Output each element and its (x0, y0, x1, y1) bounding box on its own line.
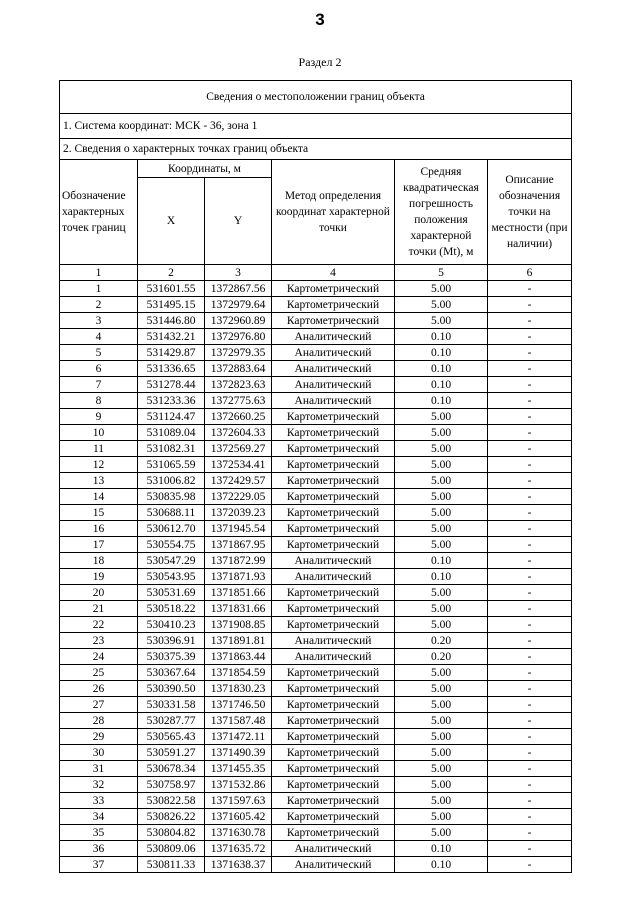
error-cell: 5.00 (395, 585, 488, 601)
coord-x-cell: 530554.75 (138, 537, 205, 553)
error-cell: 0.10 (395, 857, 488, 873)
coord-y-cell: 1372883.64 (205, 361, 272, 377)
coord-x-cell: 530367.64 (138, 665, 205, 681)
point-number-cell: 33 (60, 793, 138, 809)
description-cell: - (488, 377, 572, 393)
error-cell: 5.00 (395, 473, 488, 489)
table-row (60, 697, 572, 713)
method-cell: Картометрический (272, 761, 395, 777)
description-cell: - (488, 697, 572, 713)
header-method: Метод определения координат характерной точки (272, 160, 395, 265)
coord-x-cell: 531278.44 (138, 377, 205, 393)
table-row (60, 537, 572, 553)
method-cell: Картометрический (272, 697, 395, 713)
method-cell: Картометрический (272, 745, 395, 761)
coord-x-cell: 531495.15 (138, 297, 205, 313)
boundary-points-table (59, 80, 572, 873)
table-row (60, 729, 572, 745)
point-number-cell: 36 (60, 841, 138, 857)
method-cell: Картометрический (272, 521, 395, 537)
description-cell: - (488, 457, 572, 473)
column-number: 1 (60, 265, 138, 281)
coord-x-cell: 530543.95 (138, 569, 205, 585)
coord-y-cell: 1372660.25 (205, 409, 272, 425)
description-cell: - (488, 633, 572, 649)
header-x: X (138, 178, 205, 265)
table-row (60, 553, 572, 569)
coord-x-cell: 530678.34 (138, 761, 205, 777)
method-cell: Аналитический (272, 649, 395, 665)
points-heading: 2. Сведения о характерных точках границ объекта (60, 139, 572, 160)
table-row (60, 329, 572, 345)
point-number-cell: 29 (60, 729, 138, 745)
point-number-cell: 37 (60, 857, 138, 873)
coord-y-cell: 1371587.48 (205, 713, 272, 729)
coord-y-cell: 1371455.35 (205, 761, 272, 777)
table-row (60, 489, 572, 505)
coord-y-cell: 1371490.39 (205, 745, 272, 761)
coord-x-cell: 531006.82 (138, 473, 205, 489)
coord-x-cell: 531065.59 (138, 457, 205, 473)
method-cell: Картометрический (272, 425, 395, 441)
point-number-cell: 20 (60, 585, 138, 601)
coord-x-cell: 531124.47 (138, 409, 205, 425)
column-number: 2 (138, 265, 205, 281)
header-error: Средняя квадратическая погрешность положения характерной точки (Mt), м (395, 160, 488, 265)
description-cell: - (488, 329, 572, 345)
description-cell: - (488, 809, 572, 825)
error-cell: 0.10 (395, 377, 488, 393)
table-row (60, 297, 572, 313)
column-number: 5 (395, 265, 488, 281)
description-cell: - (488, 793, 572, 809)
coord-y-cell: 1372979.35 (205, 345, 272, 361)
coord-x-cell: 530331.58 (138, 697, 205, 713)
coord-y-cell: 1371605.42 (205, 809, 272, 825)
description-cell: - (488, 825, 572, 841)
point-number-cell: 17 (60, 537, 138, 553)
table-title: Сведения о местоположении границ объекта (60, 81, 572, 114)
error-cell: 5.00 (395, 441, 488, 457)
table-row (60, 665, 572, 681)
coord-y-cell: 1371871.93 (205, 569, 272, 585)
table-row (60, 425, 572, 441)
table-row (60, 857, 572, 873)
coord-y-cell: 1371872.99 (205, 553, 272, 569)
description-cell: - (488, 745, 572, 761)
coord-y-cell: 1371891.81 (205, 633, 272, 649)
coord-x-cell: 530565.43 (138, 729, 205, 745)
point-number-cell: 16 (60, 521, 138, 537)
method-cell: Аналитический (272, 841, 395, 857)
error-cell: 5.00 (395, 521, 488, 537)
error-cell: 0.20 (395, 649, 488, 665)
coord-x-cell: 531432.21 (138, 329, 205, 345)
coord-y-cell: 1372979.64 (205, 297, 272, 313)
point-number-cell: 12 (60, 457, 138, 473)
point-number-cell: 4 (60, 329, 138, 345)
table-row (60, 457, 572, 473)
error-cell: 0.10 (395, 345, 488, 361)
method-cell: Картометрический (272, 601, 395, 617)
point-number-cell: 19 (60, 569, 138, 585)
method-cell: Аналитический (272, 393, 395, 409)
point-number-cell: 10 (60, 425, 138, 441)
coord-x-cell: 530822.58 (138, 793, 205, 809)
point-number-cell: 2 (60, 297, 138, 313)
error-cell: 5.00 (395, 505, 488, 521)
point-number-cell: 30 (60, 745, 138, 761)
error-cell: 5.00 (395, 537, 488, 553)
column-number: 4 (272, 265, 395, 281)
error-cell: 5.00 (395, 761, 488, 777)
coord-y-cell: 1371472.11 (205, 729, 272, 745)
error-cell: 5.00 (395, 297, 488, 313)
coord-x-cell: 530835.98 (138, 489, 205, 505)
point-number-cell: 1 (60, 281, 138, 297)
table-row (60, 281, 572, 297)
description-cell: - (488, 569, 572, 585)
table-row (60, 809, 572, 825)
header-coordinates: Координаты, м (138, 160, 272, 178)
description-cell: - (488, 425, 572, 441)
method-cell: Картометрический (272, 489, 395, 505)
point-number-cell: 35 (60, 825, 138, 841)
error-cell: 0.10 (395, 569, 488, 585)
error-cell: 5.00 (395, 617, 488, 633)
method-cell: Аналитический (272, 553, 395, 569)
header-y: Y (205, 178, 272, 265)
column-number-row (60, 265, 572, 281)
description-cell: - (488, 617, 572, 633)
coord-y-cell: 1371630.78 (205, 825, 272, 841)
coord-x-cell: 531089.04 (138, 425, 205, 441)
method-cell: Аналитический (272, 569, 395, 585)
coord-x-cell: 530591.27 (138, 745, 205, 761)
table-row (60, 745, 572, 761)
method-cell: Аналитический (272, 633, 395, 649)
point-number-cell: 28 (60, 713, 138, 729)
coord-x-cell: 530518.22 (138, 601, 205, 617)
table-row (60, 377, 572, 393)
point-number-cell: 11 (60, 441, 138, 457)
coord-y-cell: 1371908.85 (205, 617, 272, 633)
coord-x-cell: 531336.65 (138, 361, 205, 377)
description-cell: - (488, 601, 572, 617)
description-cell: - (488, 281, 572, 297)
coord-y-cell: 1371635.72 (205, 841, 272, 857)
coord-x-cell: 530809.06 (138, 841, 205, 857)
coord-y-cell: 1371746.50 (205, 697, 272, 713)
point-number-cell: 22 (60, 617, 138, 633)
point-number-cell: 25 (60, 665, 138, 681)
error-cell: 5.00 (395, 409, 488, 425)
description-cell: - (488, 729, 572, 745)
error-cell: 5.00 (395, 809, 488, 825)
page-number: 3 (315, 10, 325, 29)
table-row (60, 601, 572, 617)
coord-x-cell: 530396.91 (138, 633, 205, 649)
error-cell: 0.20 (395, 633, 488, 649)
coord-x-cell: 531082.31 (138, 441, 205, 457)
coord-x-cell: 530612.70 (138, 521, 205, 537)
coord-y-cell: 1371597.63 (205, 793, 272, 809)
method-cell: Картометрический (272, 585, 395, 601)
description-cell: - (488, 857, 572, 873)
description-cell: - (488, 553, 572, 569)
point-number-cell: 6 (60, 361, 138, 377)
method-cell: Картометрический (272, 777, 395, 793)
table-row (60, 633, 572, 649)
error-cell: 5.00 (395, 601, 488, 617)
point-number-cell: 15 (60, 505, 138, 521)
coord-y-cell: 1372976.80 (205, 329, 272, 345)
coord-x-cell: 530804.82 (138, 825, 205, 841)
coord-x-cell: 530688.11 (138, 505, 205, 521)
description-cell: - (488, 777, 572, 793)
coord-x-cell: 531429.87 (138, 345, 205, 361)
error-cell: 0.10 (395, 361, 488, 377)
table-row (60, 569, 572, 585)
coord-y-cell: 1372775.63 (205, 393, 272, 409)
method-cell: Аналитический (272, 857, 395, 873)
coord-y-cell: 1371831.66 (205, 601, 272, 617)
point-number-cell: 21 (60, 601, 138, 617)
method-cell: Картометрический (272, 281, 395, 297)
table-row (60, 473, 572, 489)
coord-x-cell: 531601.55 (138, 281, 205, 297)
table-row (60, 681, 572, 697)
description-cell: - (488, 761, 572, 777)
error-cell: 5.00 (395, 825, 488, 841)
table-row (60, 313, 572, 329)
table-row (60, 649, 572, 665)
table-row (60, 793, 572, 809)
coord-y-cell: 1371638.37 (205, 857, 272, 873)
error-cell: 5.00 (395, 313, 488, 329)
error-cell: 5.00 (395, 681, 488, 697)
coordinate-system: 1. Система координат: МСК - 36, зона 1 (60, 114, 572, 139)
table-row (60, 617, 572, 633)
coord-y-cell: 1371851.66 (205, 585, 272, 601)
error-cell: 0.10 (395, 393, 488, 409)
coord-x-cell: 530375.39 (138, 649, 205, 665)
point-number-cell: 26 (60, 681, 138, 697)
description-cell: - (488, 489, 572, 505)
coord-y-cell: 1371532.86 (205, 777, 272, 793)
method-cell: Аналитический (272, 345, 395, 361)
error-cell: 5.00 (395, 489, 488, 505)
coord-y-cell: 1372039.23 (205, 505, 272, 521)
method-cell: Аналитический (272, 377, 395, 393)
header-description: Описание обозначения точки на местности (при наличии) (488, 160, 572, 265)
coord-y-cell: 1372569.27 (205, 441, 272, 457)
table-row (60, 505, 572, 521)
table-row (60, 361, 572, 377)
table-row (60, 713, 572, 729)
method-cell: Картометрический (272, 729, 395, 745)
method-cell: Картометрический (272, 297, 395, 313)
error-cell: 5.00 (395, 425, 488, 441)
error-cell: 0.10 (395, 553, 488, 569)
point-number-cell: 9 (60, 409, 138, 425)
description-cell: - (488, 681, 572, 697)
coord-y-cell: 1372534.41 (205, 457, 272, 473)
point-number-cell: 27 (60, 697, 138, 713)
table-row (60, 761, 572, 777)
header-point-designation: Обозначение характерных точек границ (60, 160, 138, 265)
coord-x-cell: 530531.69 (138, 585, 205, 601)
coord-x-cell: 530390.50 (138, 681, 205, 697)
method-cell: Картометрический (272, 313, 395, 329)
table-row (60, 585, 572, 601)
method-cell: Картометрический (272, 665, 395, 681)
method-cell: Картометрический (272, 809, 395, 825)
table-row (60, 825, 572, 841)
method-cell: Картометрический (272, 505, 395, 521)
description-cell: - (488, 713, 572, 729)
table-row (60, 409, 572, 425)
method-cell: Картометрический (272, 793, 395, 809)
description-cell: - (488, 409, 572, 425)
error-cell: 5.00 (395, 793, 488, 809)
coord-y-cell: 1371945.54 (205, 521, 272, 537)
table-row (60, 777, 572, 793)
point-number-cell: 23 (60, 633, 138, 649)
coord-x-cell: 530547.29 (138, 553, 205, 569)
coord-y-cell: 1372867.56 (205, 281, 272, 297)
description-cell: - (488, 521, 572, 537)
point-number-cell: 24 (60, 649, 138, 665)
column-number: 3 (205, 265, 272, 281)
method-cell: Аналитический (272, 329, 395, 345)
coord-y-cell: 1372229.05 (205, 489, 272, 505)
description-cell: - (488, 393, 572, 409)
point-number-cell: 14 (60, 489, 138, 505)
method-cell: Картометрический (272, 473, 395, 489)
description-cell: - (488, 505, 572, 521)
coord-x-cell: 530758.97 (138, 777, 205, 793)
description-cell: - (488, 473, 572, 489)
point-number-cell: 7 (60, 377, 138, 393)
error-cell: 5.00 (395, 745, 488, 761)
error-cell: 5.00 (395, 713, 488, 729)
coord-x-cell: 531233.36 (138, 393, 205, 409)
table-row (60, 441, 572, 457)
point-number-cell: 5 (60, 345, 138, 361)
coord-x-cell: 530826.22 (138, 809, 205, 825)
description-cell: - (488, 649, 572, 665)
coord-y-cell: 1371830.23 (205, 681, 272, 697)
table-row (60, 841, 572, 857)
coord-x-cell: 531446.80 (138, 313, 205, 329)
error-cell: 0.10 (395, 841, 488, 857)
table-row (60, 345, 572, 361)
coord-y-cell: 1372823.63 (205, 377, 272, 393)
coord-x-cell: 530410.23 (138, 617, 205, 633)
point-number-cell: 34 (60, 809, 138, 825)
description-cell: - (488, 537, 572, 553)
method-cell: Картометрический (272, 713, 395, 729)
point-number-cell: 31 (60, 761, 138, 777)
coord-y-cell: 1371867.95 (205, 537, 272, 553)
error-cell: 5.00 (395, 697, 488, 713)
coord-y-cell: 1372429.57 (205, 473, 272, 489)
coord-x-cell: 530811.33 (138, 857, 205, 873)
point-number-cell: 8 (60, 393, 138, 409)
method-cell: Картометрический (272, 681, 395, 697)
column-number: 6 (488, 265, 572, 281)
coord-y-cell: 1371863.44 (205, 649, 272, 665)
coord-x-cell: 530287.77 (138, 713, 205, 729)
method-cell: Картометрический (272, 409, 395, 425)
description-cell: - (488, 585, 572, 601)
error-cell: 5.00 (395, 281, 488, 297)
method-cell: Картометрический (272, 825, 395, 841)
error-cell: 5.00 (395, 777, 488, 793)
description-cell: - (488, 361, 572, 377)
description-cell: - (488, 841, 572, 857)
description-cell: - (488, 665, 572, 681)
description-cell: - (488, 345, 572, 361)
method-cell: Картометрический (272, 457, 395, 473)
coord-y-cell: 1371854.59 (205, 665, 272, 681)
point-number-cell: 13 (60, 473, 138, 489)
section-title: Раздел 2 (298, 55, 342, 69)
error-cell: 5.00 (395, 457, 488, 473)
method-cell: Картометрический (272, 441, 395, 457)
description-cell: - (488, 297, 572, 313)
error-cell: 0.10 (395, 329, 488, 345)
point-number-cell: 18 (60, 553, 138, 569)
description-cell: - (488, 313, 572, 329)
method-cell: Аналитический (272, 361, 395, 377)
table-row (60, 393, 572, 409)
coord-y-cell: 1372960.89 (205, 313, 272, 329)
method-cell: Картометрический (272, 537, 395, 553)
description-cell: - (488, 441, 572, 457)
coord-y-cell: 1372604.33 (205, 425, 272, 441)
table-row (60, 521, 572, 537)
error-cell: 5.00 (395, 729, 488, 745)
error-cell: 5.00 (395, 665, 488, 681)
point-number-cell: 3 (60, 313, 138, 329)
method-cell: Картометрический (272, 617, 395, 633)
point-number-cell: 32 (60, 777, 138, 793)
